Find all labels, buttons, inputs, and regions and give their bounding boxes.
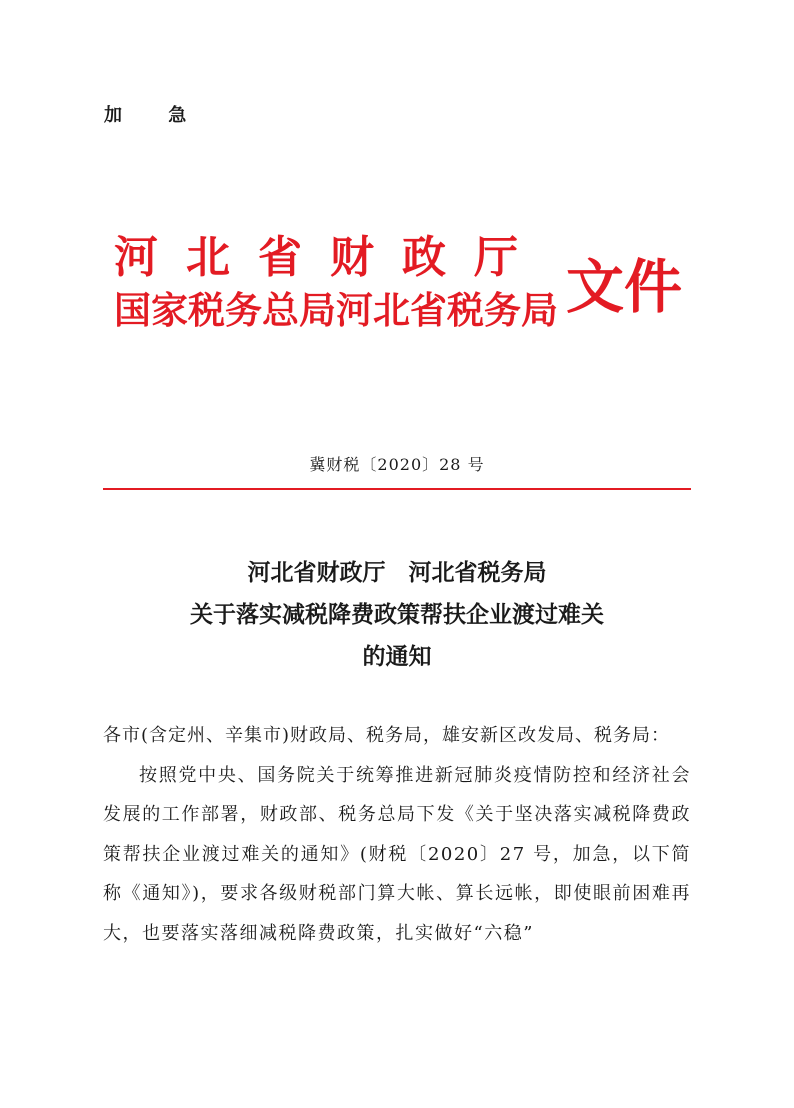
issuing-agency-tax: 国家税务总局河北省税务局: [114, 289, 558, 332]
document-number: 冀财税〔2020〕28 号: [309, 455, 485, 474]
document-title: [0, 552, 794, 678]
title-line-1: 河北省财政厅 河北省税务局: [247, 559, 547, 586]
document-header: [114, 232, 694, 342]
salutation: 各市(含定州、辛集市)财政局、税务局，雄安新区改发局、税务局：: [103, 725, 671, 746]
title-line-2: 关于落实减税降费政策帮扶企业渡过难关: [190, 601, 604, 628]
issuing-agency-finance: 河北省财政厅: [114, 232, 546, 283]
document-body: [103, 716, 691, 953]
urgency-label: 加 急: [104, 105, 207, 126]
red-divider: [103, 488, 691, 490]
body-paragraph: 按照党中央、国务院关于统筹推进新冠肺炎疫情防控和经济社会发展的工作部署，财政部、税务总局下发《关于坚决落实减税降费政策帮扶企业渡过难关的通知》(财税〔2020〕27 号，加急，以下简称《通知》)，要求各级财税部门算大帐、算长远帐，即使眼前困难再大，也要落实落细减税降费政策，扎实做好“六稳”: [103, 764, 691, 944]
title-line-3: 的通知: [362, 643, 432, 670]
document-word: 文件: [566, 253, 683, 321]
